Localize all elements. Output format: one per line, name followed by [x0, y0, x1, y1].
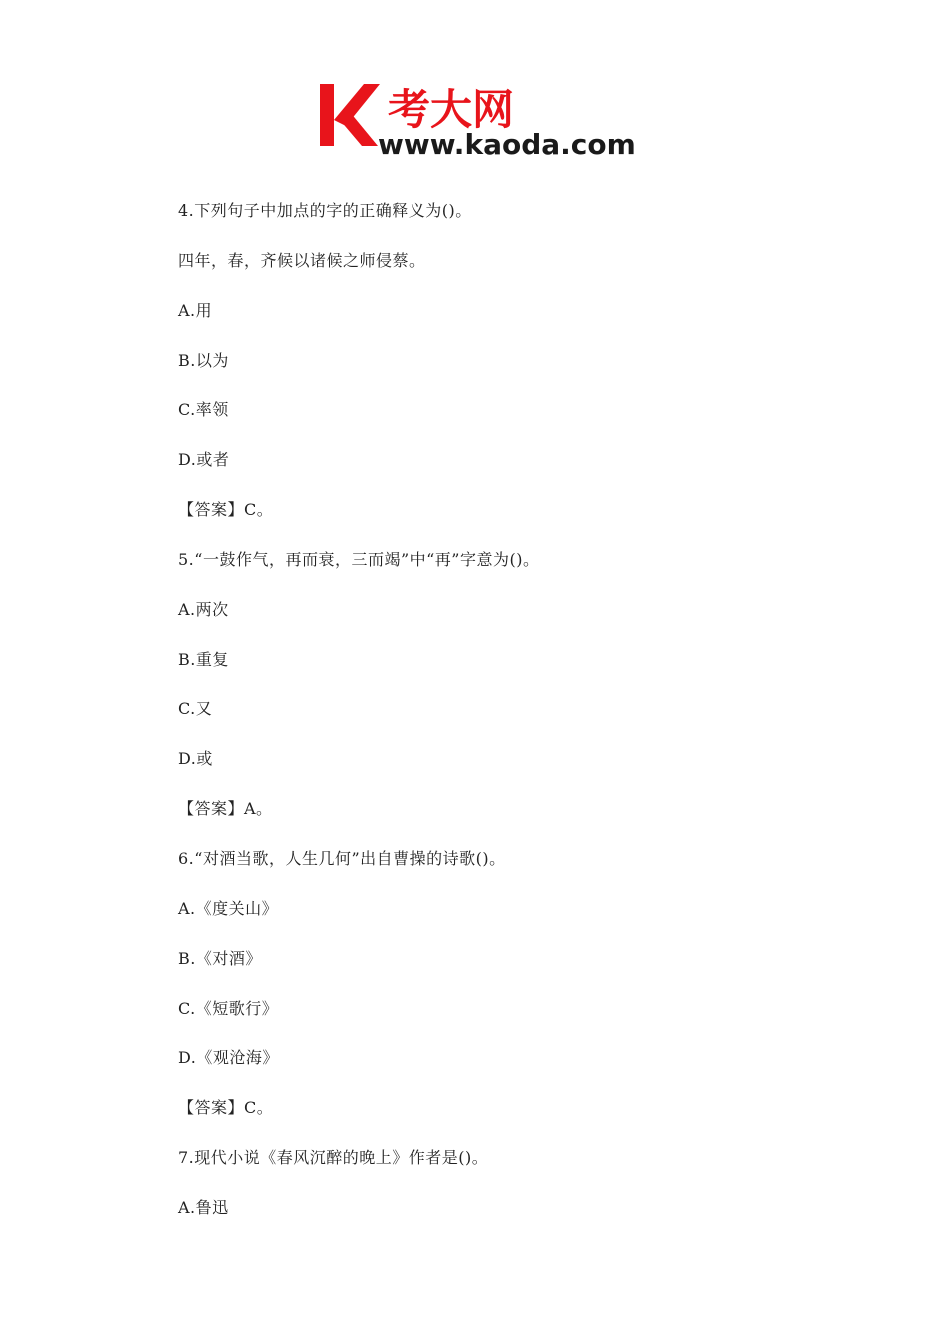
question-4-option-c: C.率领: [178, 400, 229, 420]
question-6-option-d: D.《观沧海》: [178, 1048, 279, 1068]
k-mark-icon: [320, 84, 380, 146]
question-6-answer: 【答案】C。: [178, 1098, 274, 1118]
kaoda-logo[interactable]: [318, 80, 638, 160]
question-5-answer: 【答案】A。: [178, 799, 273, 819]
question-5-option-a: A.两次: [178, 599, 229, 619]
question-5-option-c: C.又: [178, 699, 213, 719]
logo-name: 考大网: [388, 85, 515, 134]
question-5-stem: 5.“一鼓作气，再而衰，三而竭”中“再”字意为()。: [178, 549, 540, 569]
question-7-option-a: A.鲁迅: [178, 1197, 229, 1217]
question-4-stem: 4.下列句子中加点的字的正确释义为()。: [178, 201, 472, 220]
question-4-answer: 【答案】C。: [178, 500, 274, 520]
question-4-option-d: D.或者: [178, 450, 230, 470]
question-content: [178, 198, 878, 1245]
question-4-option-a: A.用: [178, 300, 213, 320]
question-5-option-d: D.或: [178, 749, 213, 769]
logo-graphic: [318, 80, 638, 160]
question-7-stem: 7.现代小说《春风沉醉的晚上》作者是()。: [178, 1148, 489, 1168]
question-4-option-b: B.以为: [178, 350, 229, 370]
logo-url: www.kaoda.com: [378, 128, 636, 160]
question-5-option-b: B.重复: [178, 649, 229, 669]
question-6-option-a: A.《度关山》: [178, 898, 279, 918]
question-6-stem: 6.“对酒当歌，人生几何”出自曹操的诗歌()。: [178, 848, 506, 868]
question-4-sentence: 四年，春，齐候以诸候之师侵蔡。: [178, 250, 426, 270]
question-6-option-b: B.《对酒》: [178, 948, 262, 968]
question-6-option-c: C.《短歌行》: [178, 998, 279, 1018]
